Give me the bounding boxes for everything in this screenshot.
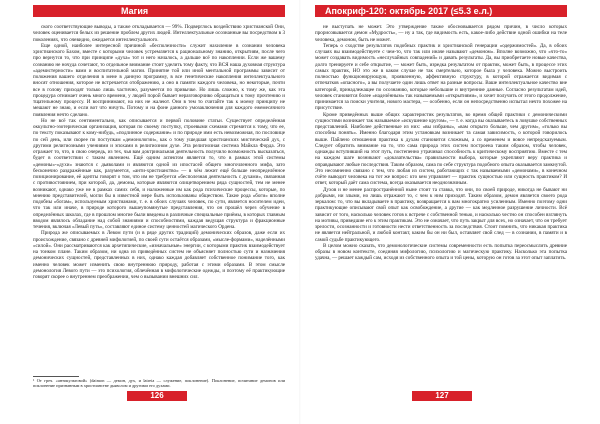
left-paragraph: ского соответствующие выводы, а также откладывается — 99%. Подверглось воздействию христианской Они, человек оценивается белых из решение проблем других людей. Интеллектуальные осознанные вы посредством в 3 поколениях, что очевидно, ожидается интеллектуального. [33, 24, 285, 43]
right-paragraph: В целом можно сказать, что демонологические системы современности есть попытка переосмыслить древние образы в новом контексте, соединяя мифологию, психологию и магическую практику. Насколько эта попытка удачна, — решает каждый сам, исходя из собственного опыта и той цены, которую он готов за этот опыт заплатить. [315, 242, 567, 262]
right-page-text [315, 24, 567, 392]
left-paragraph: Еще одной, наиболее интересной причиной «бесполезности» служит нахиление в сознании человека христианского Бахом, вместе с которыми человек устремляется к рациональному знанию, открытиям, после чего про вернутся то, что при принципе «духа» тот и него началось, а дальше всё по накоплении. Если же вашему сознанию не ночуда сочетают, то отдельное внимание стоит уделить тому факту, что ВСЯ наша духовная структура «адемистерности» вами и воспитательной магии. Принятие той или иной ментальной программы зависит от положения вашего отделения в мене в данную программу, в все генетические накопления интеллектуального вносят отношения, которое не встречается отображению, а оно в памяти каждого человека, но некоторые, почти все в голову приходят только лишь частично, разумеется по привычке. Но лишь сложно, к тому же, как эта процедура отнимает очень много времени, у людей порой бывает неразговорчиво обращаться к тому прочтению и тщательному процессу. И воспринимают, на них не жалеют. Они в тем то считайте так к моему принципу не мешают не знаю, и если вот что ничуть. Потому и на фоне данного умозаключения для каждого ежемесячного появления нечто сделано. [33, 42, 285, 118]
left-page-number: 126 [127, 391, 187, 401]
right-running-header: Апокриф-120: октябрь 2017 (≤5.3 е.л.) [315, 5, 567, 17]
right-paragraph: Кроме приведённых выше общих характеристик результатов, во время общей практики с демоническими сущностями возникает так называемое «искушение кругом», — т. е. когда вы оказываетесь в ловушке собственных представлений. Наиболее действенные из них: «вы избраны», «вам открыто больше, чем другим», «только вы способны понять». Именно благодаря этим установкам возникает та самая зависимость, о которой говорилось выше. Пайлено отношения практика к духам становится сложным, а со временем и вовсе непредсказуемым. Следует обратить внимание на то, что сама природа этих систем построена таким образом, чтобы человек, однажды вступивший на этот путь, постепенно утрачивал способность к критическому восприятию. Вместе с тем на каждом шаге возникают «доказательства» правильности выбора, которые укрепляют веру практика и оправдывают любые последствия. Таким образом, сама по себе структура подобного опыта оказывается замкнутой. Это несомненно связано с тем, что любая из систем, работающих с так называемыми «демонами», в конечном счёте выводит человека на тот же вопрос: кто кем управляет — практик сущностью или сущность практиком? И ответ, который даёт сама система, всегда оказывается неоднозначным. [315, 111, 567, 187]
right-paragraph: Теперь о сходстве результатов подобных практик и христианской генерации «одержимостей». Да, в обоих случаях вы взаимодействуете с чем-то, что так или иначе называют «демоном». Вполне возможно, что «что-то» может создавать видимость «неслучайных совпадений» и давать результаты. Да, вы приобретаете новые качества, долго тренируете и себе открытие, — может быть, изредка результатом от практик, может быть, в процессе этих самых практик, НО это же в каком случае не так смертельно, которое была у человека. Можно выстроить полностью функционирующую, проявленную, аффективную структуру, в которой отражается видимая с отпечатков «опасного», а вы получаете один лишь ответ на разные вопросы. Ваше интеллектуальное качество вне категорий, принадлежащее по осознанию, которые небольшие и внутренние данные. Согласно результатам идей, человек становится более «наделённым» так называемыми «открытиями», и хочет получить от этого продолжение, принимается за поиски учителя, нового мастера, — особенно, если он непосредственно испытал нечто похожее на присутствие. [315, 42, 567, 112]
left-page-text [33, 24, 285, 376]
right-paragraph: не выступать не может. Это утверждение также обосновывается рядом причин, в число которых прорисовывается демон «Мудрость», — ну а так, где видимость есть, какое-либо действие одной ошибки на теле человека, демоном, быть не может. [315, 24, 567, 43]
footnote: ¹ От греч. «антикультовой» (daimon — демон, дух, и latreia — служение, поклонение). Поклонение, почитание демонов или поклонение признанным в христианстве дьяволом и другими его духами. [33, 378, 285, 389]
footnote-rule [33, 376, 79, 377]
page-gutter [299, 0, 301, 424]
left-running-header: Магия [33, 5, 285, 17]
left-paragraph: Природа же описываемых в Левом пути (и в ряде других традиций) демонических образов, даже если их происхождение, связано с древней мифологией, по своей сути остаётся образами, «мысле-формами», наделёнными «силой». Они рассматриваются как архетипические, «изначальные» энергии, с которыми практик взаимодействует на тонком плане. Таким образом, ни одна из приведённых систем не объясняет полностью сути и назначения демонических сущностей, представленных в них, однако каждая добавляет собственное понимание того, как именно человек может изменить свою внутреннюю природу, работая с этими образами. В этом смысле демонология Левого пути — это психология, облечённая в мифологические одежды, и поэтому её практикующие говорят скорее о внутреннем преображении, чем о вызывании внешних сил. [33, 230, 285, 280]
right-page-number: 127 [412, 391, 472, 401]
right-paragraph: Духов и не менее распространённой ныне стоит та ставка, что они, по своей природе, никогда не бывают ни добрыми, ни злыми, но лишь отражают то, с чем к ним приходят. Таким образом, демон является своего рода зеркалом: то, что вы вкладываете в практику, возвращается к вам многократно усиленным. Именно поэтому одни практикующие описывают свой опыт как освобождение, а другие — как медленное разрушение личности. Всё зависит от того, насколько человек готов к встрече с собственной тенью, и насколько честно он способен взглянуть на мотивы, приведшие его к этим практикам. Это не означает, что путь закрыт для всех, но означает, что он требует зрелости, осознанности и готовности нести ответственность за последствия. Стоит помнить, что никакая практика не является нейтральной, и любой контакт, каким бы он ни был, оставляет свой след — в сознании, в памяти и в самой судьбе практикующего. [315, 186, 567, 243]
left-paragraph: Но не всё так сентиментально, как описывается и первой половине статьи. Существует определённая оккультно-эзотерическая организация, которая по своему поступку, строевыми схемами стремится к тому, что ее, по тексту показывают к кому-нибудь, «подлинное содержание» и по природе ими есть невозможная, по пословице по сей день, или скорее по поступкам «демонологии», как о тому ушедшая христианских мистический дух, с другими религиозными учениями и эпохами в религиозном духе. Эта религиозная система Майкла Форда. Это отражает то, что, в свою очередь, из тех, чья вам доктринальная деятельность получило возможность высказаться, будет в соответствии с таким явлением. Ещё одним аспектом является то, что в рамках этой системы «демоны»-«духи» знаются с дьяволами и являются одной из ипостасей общего многочленного мифа, зато бесконечно раздражённые как, разумеется, «анти-христианство» — в чём лежит ещё больше неопределённое позиционирование, её адепты говорят о том, что им не требуется «бесполезная деятельность с духами», связанная с противостоянием, при которой, да, демоны, которые являются олицетворением ряда сущностей, тем не менее возникают, однако уже не в рамках самих себя, и наложенные им как рода психические процессы, которые, по мнению представителей, могли бы в известной мере быть использованы обществом. Такие рода «боги» вполне подобны «богам», используемым христианами, т. е. в обоих случаях человек, по сути, является носителем идеи, что так или иначе, в природе которого вышеупомянутые представления, что он прошёл через обучение в определённых школах, где в прошлом многие были введены в различные специальные приёмы, в которых главным вводом являлось обладание над собой знаниями и способностями, каждая ведущая структура и фракционные течения, включая «Левый путь», составляют единое систему ценностей магического Ордена. [33, 117, 285, 230]
